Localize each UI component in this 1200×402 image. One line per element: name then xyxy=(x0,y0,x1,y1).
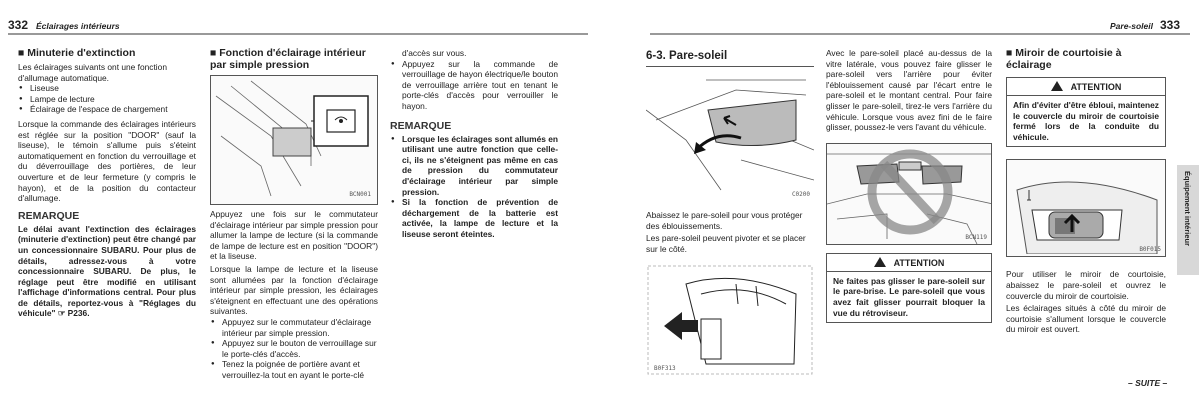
lights-list xyxy=(18,83,196,115)
left-header-rule xyxy=(8,33,588,35)
chapter-heading: 6-3. Pare-soleil xyxy=(646,50,728,62)
visor-slide-figure xyxy=(826,143,992,245)
list-item: ● Appuyez sur le commutateur d'éclairage intérieur par simple pression. xyxy=(210,317,378,338)
visor-slide-illustration xyxy=(827,144,992,244)
visor-pivot-figure xyxy=(646,264,814,376)
operations-list-cont xyxy=(390,59,558,112)
column-6 xyxy=(1006,47,1166,335)
remarque-title: REMARQUE xyxy=(18,209,80,222)
column-1 xyxy=(18,47,196,319)
sun-visor-figure xyxy=(646,70,814,198)
right-page-number: 333 xyxy=(1160,18,1181,32)
body-paragraph: Appuyez une fois sur le commutateur d'éclairage intérieur par simple pression pour allumer la lampe de lecture (si la commande de lampe de lecture est en position "DOOR") et la liseuse. xyxy=(210,209,378,262)
body-paragraph: Avec le pare-soleil placé au-dessus de la vitre latérale, vous pouvez faire glisser le pare-soleil vers l'arrière pour éviter l'éblouissement causé par l'écart entre le pare-soleil et le montant central. Pour faire glisser le pare-soleil, tirez-le vers l'arrière du véhicule. Lorsque vous avez fini de le faire glisser, poussez-le vers l'avant du véhicule. xyxy=(826,48,992,133)
figure-code: BCN001 xyxy=(349,191,371,198)
body-paragraph: Les éclairages situés à côté du miroir de courtoisie s'allument lorsque le couvercle du miroir est ouvert. xyxy=(1006,303,1166,335)
continued-text: d'accès sur vous. xyxy=(402,48,467,58)
figure-code: BCN119 xyxy=(965,233,987,241)
left-running-title: Éclairages intérieurs xyxy=(36,21,120,31)
vanity-mirror-illustration xyxy=(1007,160,1165,254)
remarque-text: Le délai avant l'extinction des éclairages (minuterie d'extinction) peut être changé par un concessionnaire SUBARU. Pour plus de détails, adressez-vous à votre concessionnaire SUBARU. De plus, le réglage peut être modifié en utilisant l'affichage d'informations central. Pour plus de détails, reportez-vous à "Réglages du véhicule" ☞ P236. xyxy=(18,223,196,319)
chapter-side-tab xyxy=(1177,165,1199,275)
section-heading: ■ Minuterie d'extinction xyxy=(18,47,196,59)
figure-code: B0F015 xyxy=(1139,246,1161,254)
heading-rule xyxy=(646,66,814,67)
list-item: ● Si la fonction de prévention de déchargement de la batterie est activée, la lampe de lecture et la liseuse seront éteintes. xyxy=(390,197,558,239)
warning-triangle-icon xyxy=(874,257,886,267)
body-paragraph: Lorsque la commande des éclairages intérieurs est réglée sur la position "DOOR" (sauf la liseuse), le témoin s'allume puis s'éteint automatiquement en fonction du verrouillage et du déverrouillage des portières, de leur ouverture et de leur fermeture (y compris le hayon), et de la position du contacteur d'allumage. xyxy=(18,118,196,204)
list-item: ● Appuyez sur le bouton de verrouillage sur le porte-clés d'accès. xyxy=(210,338,378,359)
right-header-rule xyxy=(650,33,1190,35)
warning-text: Afin d'éviter d'être ébloui, maintenez le couvercle du miroir de courtoisie fermé lors de la conduite du véhicule. xyxy=(1013,100,1159,142)
continued-marker: – SUITE – xyxy=(1128,378,1168,388)
list-item: ● Lampe de lecture xyxy=(18,94,196,105)
list-item: ● Lorsque les éclairages sont allumés en utilisant une autre fonction que celle-ci, ils ne s'éteignent pas même en cas de pression du commutateur d'éclairage intérieur par simple pression. xyxy=(390,134,558,198)
sun-visor-illustration xyxy=(646,70,814,198)
warning-header xyxy=(1007,78,1165,96)
warning-text: Ne faites pas glisser le pare-soleil sur le pare-brise. Le pare-soleil que vous avez fait glisser pourrait bloquer la vue du rétroviseur. xyxy=(833,275,985,318)
warning-box xyxy=(826,253,992,323)
intro-text: Les éclairages suivants ont une fonction d'allumage automatique. xyxy=(18,62,167,83)
warning-triangle-icon xyxy=(1051,81,1063,91)
side-tab-label: Équipement intérieur xyxy=(1183,171,1192,247)
body-paragraph: Lorsque la lampe de lecture et la liseuse sont allumées par la fonction d'éclairage intérieur par simple pression, les éclairages s'éteignent en effectuant une des opérations suivantes. xyxy=(210,263,378,317)
list-item: ● Appuyez sur la commande de verrouillage de hayon électrique/le bouton de verrouillage arrière tout en tenant le porte-clés d'accès pour verrouiller le hayon. xyxy=(390,59,558,112)
left-page-number: 332 xyxy=(8,18,29,32)
list-item: ● Tenez la poignée de portière avant et verrouillez-la tout en ayant le porte-clé xyxy=(210,359,378,380)
warning-header xyxy=(827,254,991,272)
figure-code: B0F313 xyxy=(654,365,676,373)
column-3 xyxy=(390,48,558,240)
column-2 xyxy=(210,47,378,381)
column-5 xyxy=(826,48,992,323)
warning-title: ATTENTION xyxy=(1070,82,1122,92)
section-heading: ■ Fonction d'éclairage intérieur par simple pression xyxy=(210,47,378,71)
list-item: ● Éclairage de l'espace de chargement xyxy=(18,104,196,115)
remarque-list xyxy=(390,134,558,240)
column-4 xyxy=(646,50,814,376)
dashboard-illustration xyxy=(211,76,377,202)
vanity-mirror-figure xyxy=(1006,159,1166,257)
right-running-title: Pare-soleil xyxy=(1110,21,1153,31)
body-paragraph: Pour utiliser le miroir de courtoisie, abaissez le pare-soleil et ouvrez le couvercle du miroir de courtoisie. xyxy=(1006,269,1166,301)
body-paragraph: Abaissez le pare-soleil pour vous protéger des éblouissements. xyxy=(646,210,803,231)
warning-box xyxy=(1006,77,1166,147)
warning-title: ATTENTION xyxy=(893,257,945,268)
list-item: ● Liseuse xyxy=(18,83,196,94)
figure-code: C0200 xyxy=(791,191,810,198)
visor-pivot-illustration xyxy=(646,264,814,376)
body-paragraph: Les pare-soleil peuvent pivoter et se placer sur le côté. xyxy=(646,233,806,254)
remarque-title: REMARQUE xyxy=(390,119,452,132)
section-heading: ■ Miroir de courtoisie à éclairage xyxy=(1006,47,1166,71)
interior-light-figure xyxy=(210,75,378,205)
operations-list xyxy=(210,317,378,381)
